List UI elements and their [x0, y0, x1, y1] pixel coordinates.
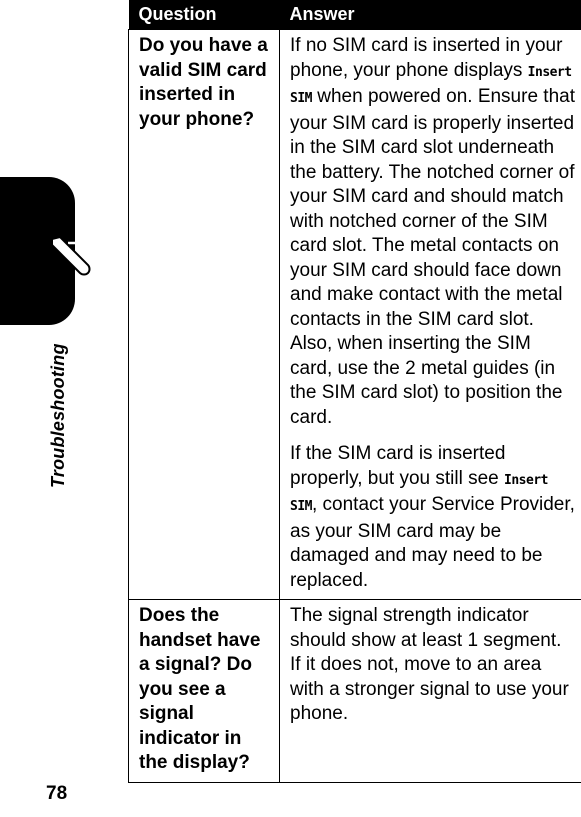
display-message: Insert SIM: [290, 64, 572, 106]
answer-text: If the SIM card is inserted properly, but you still see: [290, 443, 506, 489]
answer-text: when powered on. Ensure that your SIM card is properly inserted in the SIM card slot underneath the battery. The notched corner of your SIM card and should match with notched corner of the SIM card slot. The metal contacts on your SIM card should face down and make contact with the metal contacts in the SIM card slot. Also, when inserting the SIM card, use the 2 metal guides (in the SIM card slot) to position the card.: [290, 86, 575, 428]
question-cell: Does the handset have a signal? Do you see a signal indicator in the display?: [129, 600, 280, 783]
table-row: [129, 30, 581, 600]
question-cell: Do you have a valid SIM card inserted in your phone?: [129, 30, 280, 600]
answer-paragraph: [290, 34, 575, 430]
page-number: 78: [46, 783, 68, 804]
display-message: Insert SIM: [290, 472, 548, 514]
wrench-target-icon: [44, 217, 116, 283]
answer-header: Answer: [280, 0, 581, 30]
answer-cell: [280, 30, 581, 600]
answer-text: If no SIM card is inserted in your phone, your phone displays: [290, 35, 563, 81]
answer-text: , contact your Service Provider, as your SIM card may be damaged and may need to be replaced.: [290, 494, 575, 591]
chapter-label: Troubleshooting: [48, 343, 68, 488]
troubleshooting-table: [128, 0, 581, 783]
answer-cell: The signal strength indicator should show at least 1 segment. If it does not, move to an area with a stronger signal to use your phone.: [280, 600, 581, 783]
table-row: [129, 600, 581, 783]
table-header-row: [129, 0, 581, 30]
question-header: Question: [129, 0, 280, 30]
answer-paragraph: [290, 442, 575, 593]
